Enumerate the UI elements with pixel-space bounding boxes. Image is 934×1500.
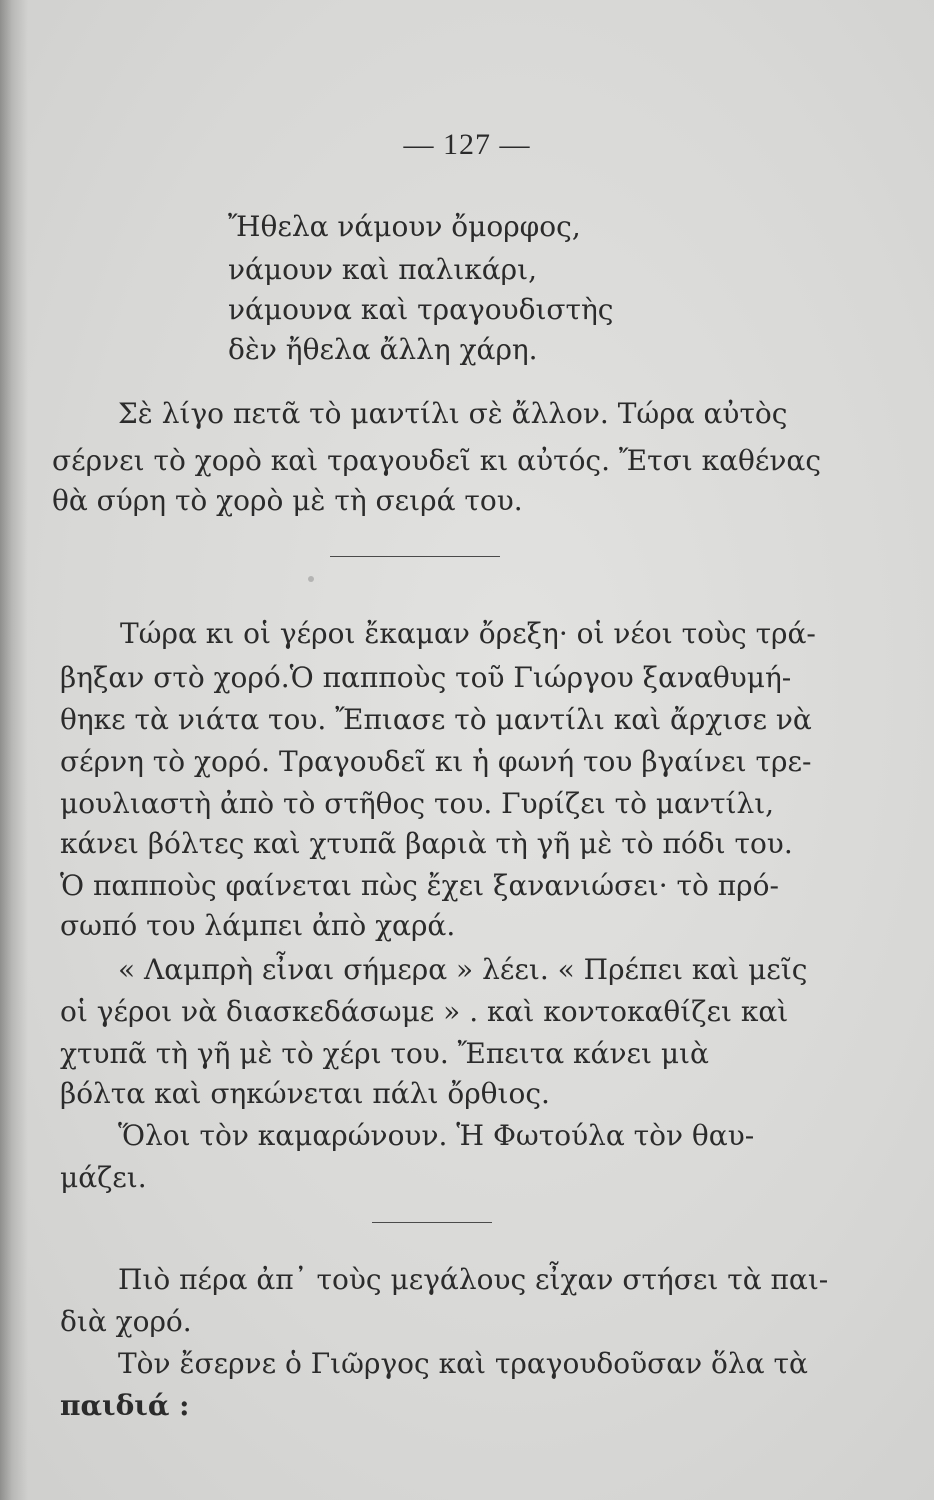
text-line: μάζει. [60,1161,147,1194]
verse-line: δὲν ἤθελα ἄλλη χάρη. [228,333,538,366]
text-line: κάνει βόλτες καὶ χτυπᾶ βαριὰ τὴ γῆ μὲ τὸ πόδι του. [60,827,793,860]
text-line: παιδιά : [60,1389,190,1422]
verse-line: Ἤθελα νάμουν ὄμορφος, [228,210,581,243]
text-line: μουλιαστὴ ἀπὸ τὸ στῆθος του. Γυρίζει τὸ μαντίλι, [60,787,775,820]
ink-spot [308,576,314,582]
text-line: Τώρα κι οἱ γέροι ἔκαμαν ὄρεξη· οἱ νέοι τοὺς τρά- [120,617,816,650]
text-line: Πιὸ πέρα ἀπ᾿ τοὺς μεγάλους εἶχαν στήσει τὰ παι- [118,1263,829,1296]
text-line: βηξαν στὸ χορό.Ὁ παπποὺς τοῦ Γιώργου ξαναθυμή- [60,661,792,694]
text-line: σωπό του λάμπει ἀπὸ χαρά. [60,909,456,942]
text-line: Ὅλοι τὸν καμαρώνουν. Ἡ Φωτούλα τὸν θαυ- [118,1119,755,1152]
binding-shadow [0,0,28,1500]
text-line: σέρνη τὸ χορό. Τραγουδεῖ κι ἡ φωνή του βγαίνει τρε- [60,745,812,778]
verse-line: νάμουνα καὶ τραγουδιστὴς [228,293,614,326]
text-line: θηκε τὰ νιάτα του. Ἔπιασε τὸ μαντίλι καὶ ἄρχισε νὰ [60,703,812,736]
text-line: βόλτα καὶ σηκώνεται πάλι ὄρθιος. [60,1077,550,1110]
text-line: « Λαμπρὴ εἶναι σήμερα » λέει. « Πρέπει καὶ μεῖς [118,953,808,986]
section-divider [330,556,500,557]
verse-line: νάμουν καὶ παλικάρι, [228,253,537,286]
page-number: — 127 — [403,128,531,161]
text-line: σέρνει τὸ χορὸ καὶ τραγουδεῖ κι αὐτός. Ἔτσι καθένας [52,444,822,477]
text-line: Σὲ λίγο πετᾶ τὸ μαντίλι σὲ ἄλλον. Τώρα αὐτὸς [118,397,788,430]
text-line: Ὁ παπποὺς φαίνεται πὼς ἔχει ξανανιώσει· τὸ πρό- [60,869,779,902]
text-line: διὰ χορό. [60,1305,192,1338]
section-divider [372,1222,492,1223]
text-line: οἱ γέροι νὰ διασκεδάσωμε » . καὶ κοντοκαθίζει καὶ [60,995,789,1028]
text-line: χτυπᾶ τὴ γῆ μὲ τὸ χέρι του. Ἔπειτα κάνει μιὰ [60,1037,709,1070]
text-line: θὰ σύρη τὸ χορὸ μὲ τὴ σειρά του. [52,484,523,517]
text-line: Τὸν ἔσερνε ὁ Γιῶργος καὶ τραγουδοῦσαν ὅλα τὰ [118,1347,808,1380]
